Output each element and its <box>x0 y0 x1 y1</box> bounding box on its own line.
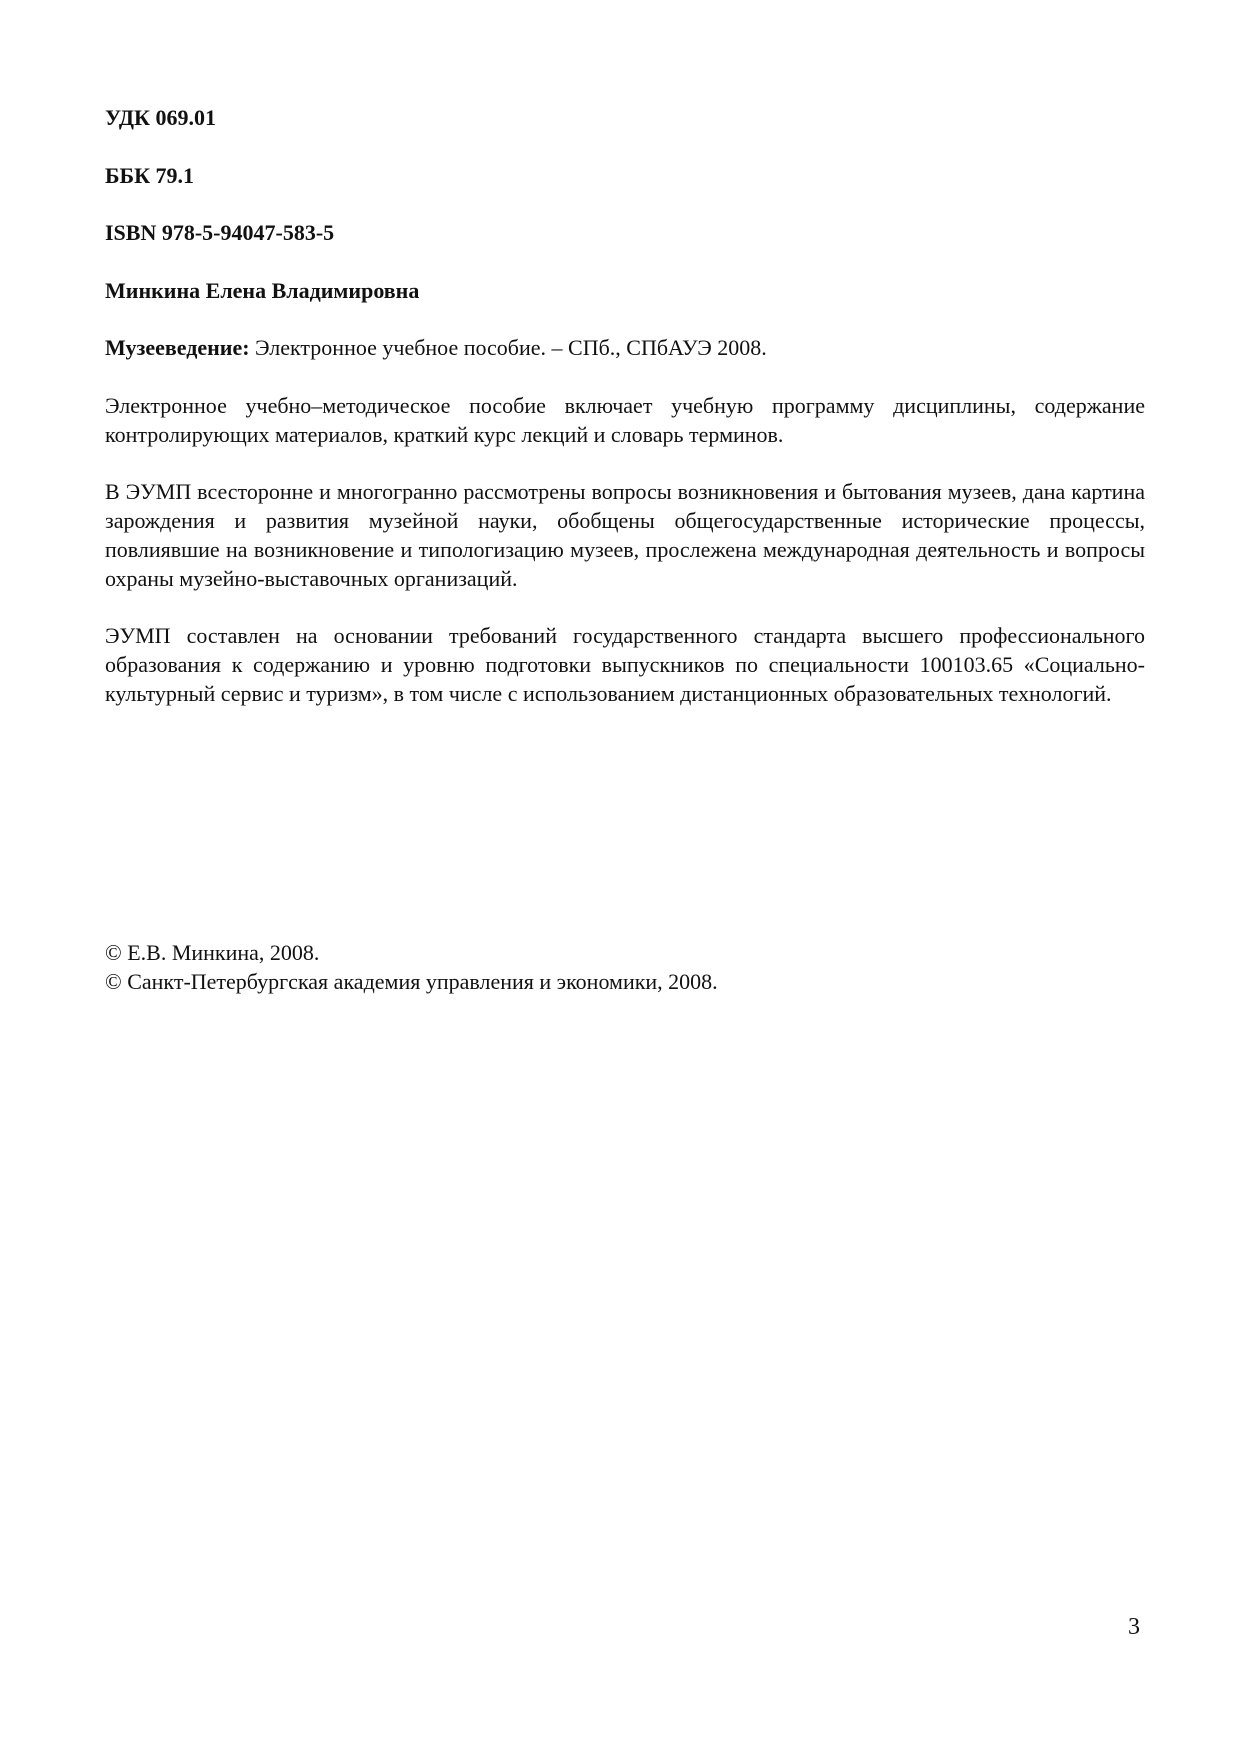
title-line <box>105 333 767 362</box>
paragraph-standards: ЭУМП составлен на основании требований государственного стандарта высшего профессионального образования к содержанию и уровню подготовки выпускников по специальности 100103.65 «Социально-культурный сервис и туризм», в том числе с использованием дистанционных образовательных технологий. <box>105 623 1145 706</box>
publication-info: Электронное учебное пособие. – СПб., СПбАУЭ 2008. <box>249 335 767 360</box>
udk-code: УДК 069.01 <box>105 105 217 130</box>
copyright-academy: © Санкт-Петербургская академия управления и экономики, 2008. <box>105 969 718 994</box>
author-name: Минкина Елена Владимировна <box>105 278 420 303</box>
page-number: 3 <box>1128 1614 1140 1640</box>
isbn-code: ISBN 978-5-94047-583-5 <box>105 220 335 245</box>
paragraph-description: Электронное учебно–методическое пособие включает учебную программу дисциплины, содержание контролирующих материалов, краткий курс лекций и словарь терминов. <box>105 393 1145 447</box>
book-title: Музееведение: <box>105 335 250 360</box>
bbk-code: ББК 79.1 <box>105 163 195 188</box>
copyright-author: © Е.В. Минкина, 2008. <box>105 940 320 965</box>
paragraph-content-overview: В ЭУМП всесторонне и многогранно рассмотрены вопросы возникновения и бытования музеев, дана картина зарождения и развития музейной науки, обобщены общегосударственные исторические процессы, повлиявшие на возникновение и типологизацию музеев, прослежена международная деятельность и вопросы охраны музейно-выставочных организаций. <box>105 479 1145 591</box>
